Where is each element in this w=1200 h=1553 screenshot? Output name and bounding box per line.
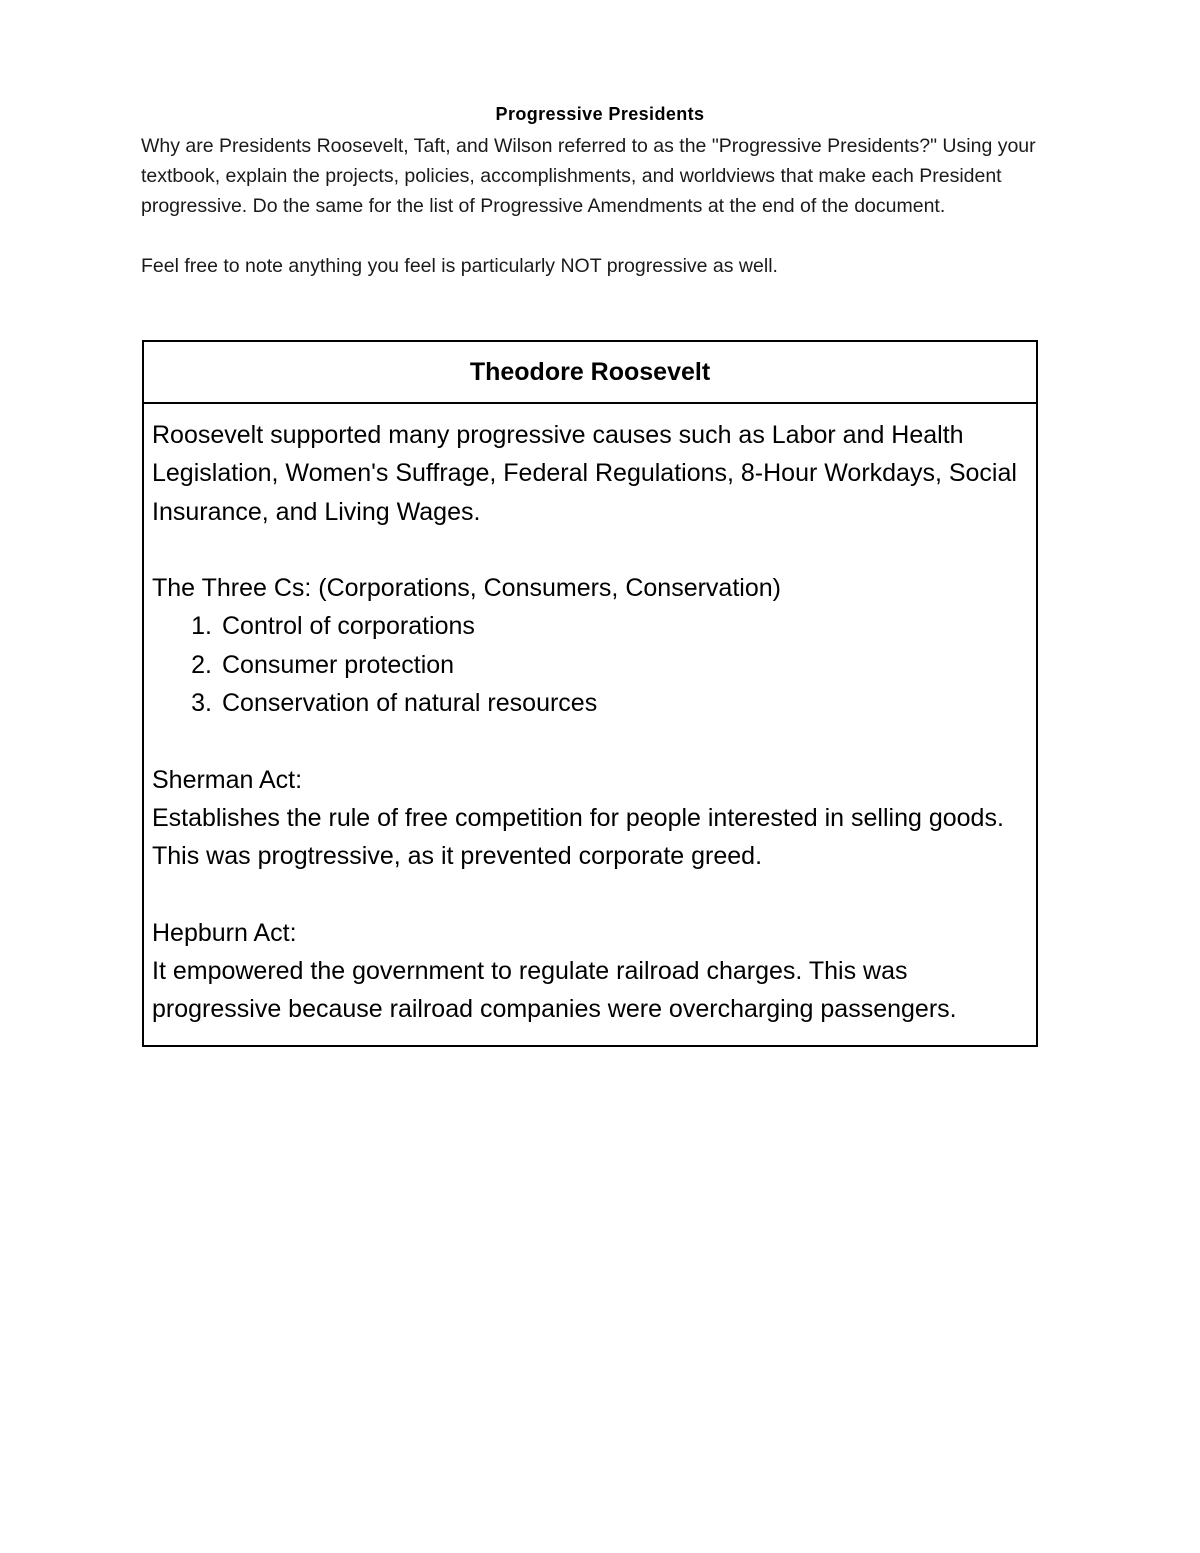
intro-note: Feel free to note anything you feel is particularly NOT progressive as well.	[141, 255, 778, 277]
list-item	[152, 646, 1028, 684]
list-item	[152, 684, 1028, 722]
three-cs-list	[152, 607, 1028, 722]
sherman-text: Establishes the rule of free competition for people interested in selling goods. This was progtressive, as it prevented corporate greed.	[152, 803, 1004, 871]
list-text: Control of corporations	[222, 612, 475, 641]
list-text: Consumer protection	[222, 650, 455, 679]
hepburn-heading: Hepburn Act:	[152, 918, 297, 947]
sherman-heading: Sherman Act:	[152, 765, 303, 794]
list-number: 1.	[191, 612, 212, 641]
list-number: 2.	[191, 650, 212, 679]
list-text: Conservation of natural resources	[222, 689, 598, 718]
hepburn-text: It empowered the government to regulate railroad charges. This was progressive because railroad companies were overcharging passengers.	[152, 957, 957, 1024]
spacer	[141, 221, 1061, 251]
list-item	[152, 607, 1028, 645]
roosevelt-summary: Roosevelt supported many progressive causes such as Labor and Health Legislation, Women's Suffrage, Federal Regulations, 8-Hour Workdays, Social Insurance, and Living Wages.	[152, 421, 1017, 526]
spacer	[152, 531, 1028, 569]
intro-section	[141, 131, 1061, 281]
table-heading: Theodore Roosevelt	[143, 341, 1037, 403]
table-body-cell	[143, 403, 1037, 1046]
list-number: 3.	[191, 689, 212, 718]
three-cs-heading: The Three Cs: (Corporations, Consumers, Conservation)	[152, 574, 781, 603]
president-table	[142, 340, 1038, 1047]
page-title: Progressive Presidents	[495, 104, 705, 124]
spacer	[152, 876, 1028, 914]
spacer	[152, 722, 1028, 760]
intro-paragraph: Why are Presidents Roosevelt, Taft, and Wilson referred to as the "Progressive Presidents?" Using your textbook, explain the projects, policies, accomplishments, and worldviews that make each President progressive. Do the same for the list of Progressive Amendments at the end of the document.	[141, 135, 1036, 217]
